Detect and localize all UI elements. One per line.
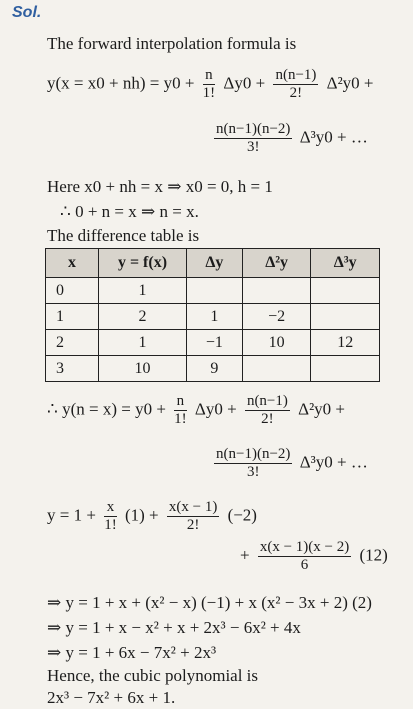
formula-term-2: Δ²y0 + [326, 73, 374, 93]
table-cell: 1 [99, 278, 187, 304]
header-x: x [46, 249, 99, 278]
table-cell [242, 278, 311, 304]
substitution-line-2 [210, 447, 368, 480]
formula-line-2 [210, 122, 368, 155]
table-row [46, 304, 380, 330]
frac-denominator: 2! [186, 517, 200, 533]
eval-frac-2 [167, 500, 219, 533]
table-row [46, 356, 380, 382]
frac-denominator: 2! [289, 85, 303, 101]
sub-term-3: Δ³y0 + … [299, 452, 368, 472]
eval-lhs: y = 1 + [47, 505, 96, 525]
frac-denominator: 1! [174, 411, 187, 427]
eval-term-1: (1) + [124, 505, 159, 525]
intro-text: The forward interpolation formula is [47, 34, 297, 53]
conclusion-text: Hence, the cubic polynomial is [47, 666, 259, 685]
eval-term-2: (−2) [227, 505, 257, 525]
table-cell [187, 278, 243, 304]
frac-numerator: x(x − 1)(x − 2) [259, 539, 350, 555]
eval-plus: + [240, 545, 250, 565]
step-2: ⇒ y = 1 + x − x² + x + 2x³ − 6x² + 4x [47, 618, 301, 637]
substitution-line-1 [47, 394, 345, 427]
table-cell: 10 [242, 330, 311, 356]
evaluation-line-2 [240, 540, 388, 573]
frac-numerator: n [174, 394, 187, 411]
frac-denominator: 1! [202, 85, 216, 101]
solution-heading: Sol. [12, 4, 42, 21]
table-cell [311, 304, 380, 330]
sub-term-2: Δ²y0 + [298, 399, 346, 419]
sub-frac-1 [174, 394, 187, 427]
n-line: ∴ 0 + n = x ⇒ n = x. [60, 202, 199, 221]
header-delta3-y: Δ³y [311, 249, 380, 278]
frac-numerator: n(n−1) [246, 393, 288, 409]
frac-denominator: 6 [300, 557, 309, 573]
table-header-row [46, 249, 380, 278]
frac-numerator: n(n−1)(n−2) [216, 121, 291, 137]
table-cell: 0 [46, 278, 99, 304]
frac-numerator: x [104, 500, 117, 517]
table-row [46, 330, 380, 356]
table-cell: 1 [99, 330, 187, 356]
table-cell: 9 [187, 356, 243, 382]
here-line: Here x0 + nh = x ⇒ x0 = 0, h = 1 [47, 177, 273, 196]
table-cell: 1 [187, 304, 243, 330]
frac-denominator: 3! [246, 464, 260, 480]
sub-frac-3 [214, 447, 292, 480]
step-1: ⇒ y = 1 + x + (x² − x) (−1) + x (x² − 3x + 2) (2) [47, 593, 372, 612]
sub-lhs: ∴ y(n = x) = y0 + [47, 399, 166, 419]
table-cell: −1 [187, 330, 243, 356]
frac-denominator: 1! [104, 517, 117, 533]
table-cell: 3 [46, 356, 99, 382]
eval-frac-1 [104, 500, 117, 533]
formula-frac-3 [214, 122, 292, 155]
formula-term-1: Δy0 + [223, 73, 266, 93]
table-cell: 12 [311, 330, 380, 356]
frac-denominator: 3! [246, 139, 260, 155]
evaluation-line-1 [47, 500, 257, 533]
table-cell: −2 [242, 304, 311, 330]
difference-table [45, 248, 380, 382]
table-cell [311, 356, 380, 382]
eval-frac-3 [258, 540, 351, 573]
step-3: ⇒ y = 1 + 6x − 7x² + 2x³ [47, 643, 217, 662]
formula-frac-1 [203, 68, 216, 101]
frac-numerator: n [203, 68, 216, 85]
formula-frac-2 [273, 68, 318, 101]
table-intro: The difference table is [47, 226, 200, 245]
table-row [46, 278, 380, 304]
eval-term-3: (12) [359, 545, 388, 565]
frac-numerator: n(n−1)(n−2) [216, 446, 291, 462]
table-cell: 10 [99, 356, 187, 382]
formula-lhs: y(x = x0 + nh) = y0 + [47, 73, 195, 93]
table-cell [242, 356, 311, 382]
table-cell [311, 278, 380, 304]
formula-line-1 [47, 68, 374, 101]
final-answer: 2x³ − 7x² + 6x + 1. [47, 688, 176, 707]
formula-term-3: Δ³y0 + … [299, 127, 368, 147]
header-y: y = f(x) [99, 249, 187, 278]
header-delta-y: Δy [187, 249, 243, 278]
frac-numerator: x(x − 1) [168, 499, 218, 515]
table-cell: 2 [99, 304, 187, 330]
header-delta2-y: Δ²y [242, 249, 311, 278]
sub-frac-2 [245, 394, 290, 427]
frac-numerator: n(n−1) [275, 67, 317, 83]
table-cell: 1 [46, 304, 99, 330]
table-cell: 2 [46, 330, 99, 356]
sub-term-1: Δy0 + [194, 399, 237, 419]
frac-denominator: 2! [261, 411, 274, 427]
